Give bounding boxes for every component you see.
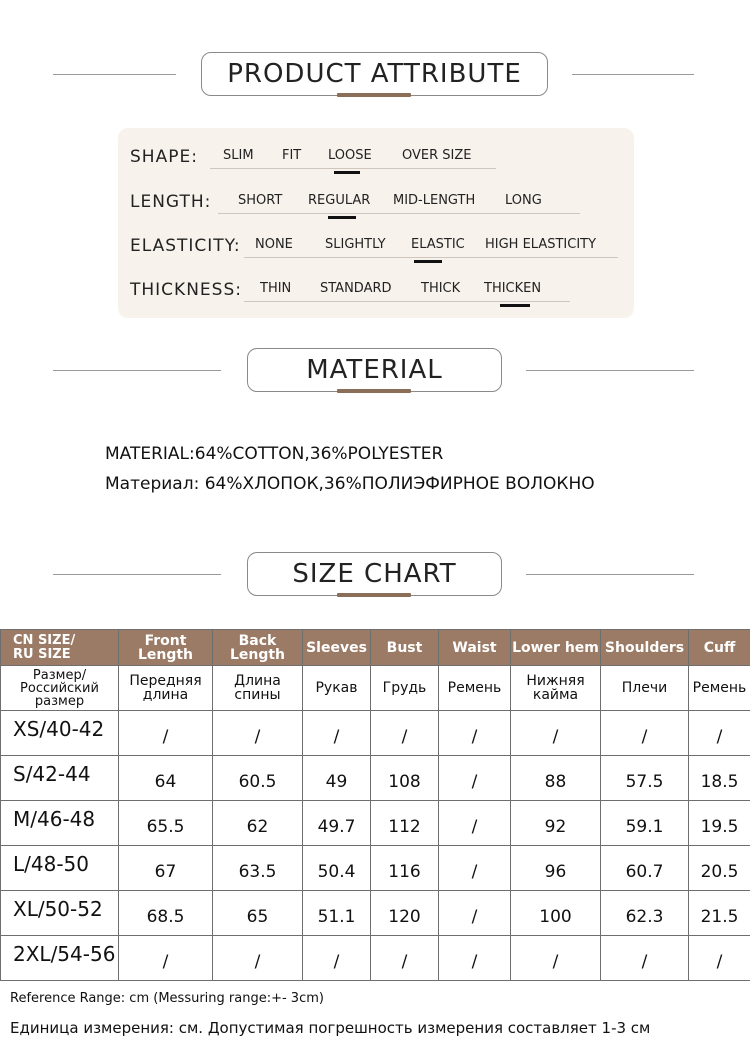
size-cell: XS/40-42 xyxy=(1,711,119,756)
header-cell: Sleeves xyxy=(303,630,371,666)
value-cell: / xyxy=(511,936,601,981)
attr-option: THIN xyxy=(260,281,292,296)
attr-selected-marker xyxy=(328,216,356,219)
value-cell: / xyxy=(439,936,511,981)
value-cell: / xyxy=(213,711,303,756)
attr-option-selected: ELASTIC xyxy=(411,237,465,252)
material-label: MATERIAL: xyxy=(105,444,195,464)
table-row xyxy=(1,891,750,936)
attr-option: OVER SIZE xyxy=(402,148,472,163)
material-label: Материал: xyxy=(105,474,200,494)
title-underbar xyxy=(337,93,411,97)
value-cell: 59.1 xyxy=(601,801,689,846)
attr-track xyxy=(244,301,570,302)
table-row xyxy=(1,801,750,846)
value-cell: 108 xyxy=(371,756,439,801)
value-cell: / xyxy=(601,936,689,981)
value-cell: 63.5 xyxy=(213,846,303,891)
value-cell: 20.5 xyxy=(689,846,750,891)
value-cell: 100 xyxy=(511,891,601,936)
header-cell: Cuff xyxy=(689,630,750,666)
value-cell: 64 xyxy=(119,756,213,801)
table-row xyxy=(1,846,750,891)
size-cell: M/46-48 xyxy=(1,801,119,846)
attr-selected-marker xyxy=(500,304,530,307)
header-text: RU SIZE xyxy=(13,646,71,662)
value-cell: 21.5 xyxy=(689,891,750,936)
ru-header-text: длина xyxy=(142,687,189,703)
ru-header-cell xyxy=(689,666,750,711)
table-row xyxy=(1,711,750,756)
header-cell-size xyxy=(1,630,119,666)
size-cell: XL/50-52 xyxy=(1,891,119,936)
attr-track xyxy=(210,168,496,169)
attr-option: MID-LENGTH xyxy=(393,193,476,208)
attr-row-thickness xyxy=(118,274,634,308)
header-divider-left xyxy=(53,370,221,371)
table-ru-header-row xyxy=(1,666,750,711)
header-divider-left xyxy=(53,74,176,75)
header-divider-left xyxy=(53,574,221,575)
header-cell: Back Length xyxy=(213,630,303,666)
header-cell: Front Length xyxy=(119,630,213,666)
ru-header-text: кайма xyxy=(532,687,579,703)
ru-header-text: Российский xyxy=(20,680,99,696)
size-chart-table xyxy=(0,629,750,981)
ru-header-text: Плечи xyxy=(621,680,668,696)
ru-header-cell xyxy=(371,666,439,711)
attr-row-elasticity xyxy=(118,230,634,264)
table-row xyxy=(1,936,750,981)
value-cell: 62 xyxy=(213,801,303,846)
value-cell: 60.5 xyxy=(213,756,303,801)
ru-header-text: Ремень xyxy=(692,680,747,696)
value-cell: 50.4 xyxy=(303,846,371,891)
ru-header-cell xyxy=(303,666,371,711)
attr-option-selected: LOOSE xyxy=(328,148,372,163)
attr-option-selected: REGULAR xyxy=(308,193,371,208)
ru-header-text: Размер/ xyxy=(32,667,87,683)
material-value: 64%ХЛОПОК,36%ПОЛИЭФИРНОЕ ВОЛОКНО xyxy=(204,474,595,494)
value-cell: / xyxy=(303,936,371,981)
size-cell: L/48-50 xyxy=(1,846,119,891)
attr-option: FIT xyxy=(282,148,302,163)
ru-header-cell xyxy=(213,666,303,711)
section-title: PRODUCT ATTRIBUTE xyxy=(201,52,548,96)
value-cell: / xyxy=(371,936,439,981)
material-en xyxy=(105,444,443,464)
value-cell: / xyxy=(601,711,689,756)
ru-header-cell xyxy=(119,666,213,711)
header-text: CN SIZE/ xyxy=(13,632,76,648)
value-cell: 92 xyxy=(511,801,601,846)
attr-track xyxy=(244,257,618,258)
header-cell: Waist xyxy=(439,630,511,666)
title-underbar xyxy=(337,593,411,597)
ru-header-text: размер xyxy=(34,693,85,709)
ru-header-text: Нижняя xyxy=(526,673,585,689)
material-value: 64%COTTON,36%POLYESTER xyxy=(194,444,444,464)
value-cell: / xyxy=(439,891,511,936)
attr-option: SLIM xyxy=(223,148,254,163)
ru-header-cell xyxy=(511,666,601,711)
header-divider-right xyxy=(572,74,694,75)
attr-option: NONE xyxy=(255,237,293,252)
header-cell: Bust xyxy=(371,630,439,666)
header-cell: Shoulders xyxy=(601,630,689,666)
material-header xyxy=(0,348,750,398)
value-cell: 60.7 xyxy=(601,846,689,891)
value-cell: / xyxy=(439,711,511,756)
attr-label: THICKNESS: xyxy=(130,280,242,300)
attr-selected-marker xyxy=(334,171,360,174)
ru-header-text: спины xyxy=(234,687,281,703)
value-cell: 49 xyxy=(303,756,371,801)
section-title: MATERIAL xyxy=(247,348,502,392)
value-cell: 65.5 xyxy=(119,801,213,846)
value-cell: 62.3 xyxy=(601,891,689,936)
section-title: SIZE CHART xyxy=(247,552,502,596)
ru-header-text: Ремень xyxy=(447,680,502,696)
size-chart-header xyxy=(0,552,750,602)
ru-header-text: Грудь xyxy=(382,680,427,696)
attr-option: SLIGHTLY xyxy=(325,237,386,252)
attr-label: SHAPE: xyxy=(130,147,198,167)
ru-header-cell-size xyxy=(1,666,119,711)
value-cell: 49.7 xyxy=(303,801,371,846)
size-cell: 2XL/54-56 xyxy=(1,936,119,981)
value-cell: 19.5 xyxy=(689,801,750,846)
header-cell: Lower hem xyxy=(511,630,601,666)
attribute-panel xyxy=(118,128,634,318)
value-cell: 112 xyxy=(371,801,439,846)
value-cell: 68.5 xyxy=(119,891,213,936)
value-cell: 120 xyxy=(371,891,439,936)
attr-option: HIGH ELASTICITY xyxy=(485,237,597,252)
value-cell: / xyxy=(303,711,371,756)
value-cell: / xyxy=(119,711,213,756)
size-rows xyxy=(1,711,750,981)
attr-selected-marker xyxy=(414,260,442,263)
value-cell: 96 xyxy=(511,846,601,891)
value-cell: / xyxy=(511,711,601,756)
header-divider-right xyxy=(526,370,694,371)
attr-row-length xyxy=(118,186,634,220)
attr-track xyxy=(218,213,580,214)
value-cell: 18.5 xyxy=(689,756,750,801)
value-cell: / xyxy=(439,756,511,801)
attr-row-shape xyxy=(118,141,634,175)
value-cell: 57.5 xyxy=(601,756,689,801)
value-cell: / xyxy=(371,711,439,756)
ru-header-text: Передняя xyxy=(129,673,202,689)
header-divider-right xyxy=(526,574,694,575)
value-cell: 51.1 xyxy=(303,891,371,936)
value-cell: / xyxy=(213,936,303,981)
size-cell: S/42-44 xyxy=(1,756,119,801)
value-cell: / xyxy=(439,801,511,846)
attr-option: THICK xyxy=(421,281,461,296)
product-attribute-header xyxy=(0,52,750,102)
table-row xyxy=(1,756,750,801)
reference-range-ru: Единица измерения: см. Допустимая погрешность измерения составляет 1-3 см xyxy=(10,1019,651,1037)
ru-header-text: Рукав xyxy=(315,680,358,696)
ru-header-cell xyxy=(439,666,511,711)
attr-option-selected: THICKEN xyxy=(484,281,542,296)
attr-label: LENGTH: xyxy=(130,192,212,212)
material-ru xyxy=(105,474,595,494)
attr-option: LONG xyxy=(505,193,542,208)
attr-option: STANDARD xyxy=(320,281,392,296)
value-cell: 65 xyxy=(213,891,303,936)
title-underbar xyxy=(337,389,411,393)
value-cell: 116 xyxy=(371,846,439,891)
value-cell: / xyxy=(689,711,750,756)
value-cell: / xyxy=(689,936,750,981)
value-cell: / xyxy=(439,846,511,891)
reference-range-en: Reference Range: cm (Messuring range:+- 3cm) xyxy=(10,991,324,1006)
value-cell: 67 xyxy=(119,846,213,891)
attr-label: ELASTICITY: xyxy=(130,236,241,256)
attr-option: SHORT xyxy=(238,193,283,208)
value-cell: / xyxy=(119,936,213,981)
ru-header-text: Длина xyxy=(234,673,281,689)
ru-header-cell xyxy=(601,666,689,711)
table-header-row xyxy=(1,630,750,666)
value-cell: 88 xyxy=(511,756,601,801)
